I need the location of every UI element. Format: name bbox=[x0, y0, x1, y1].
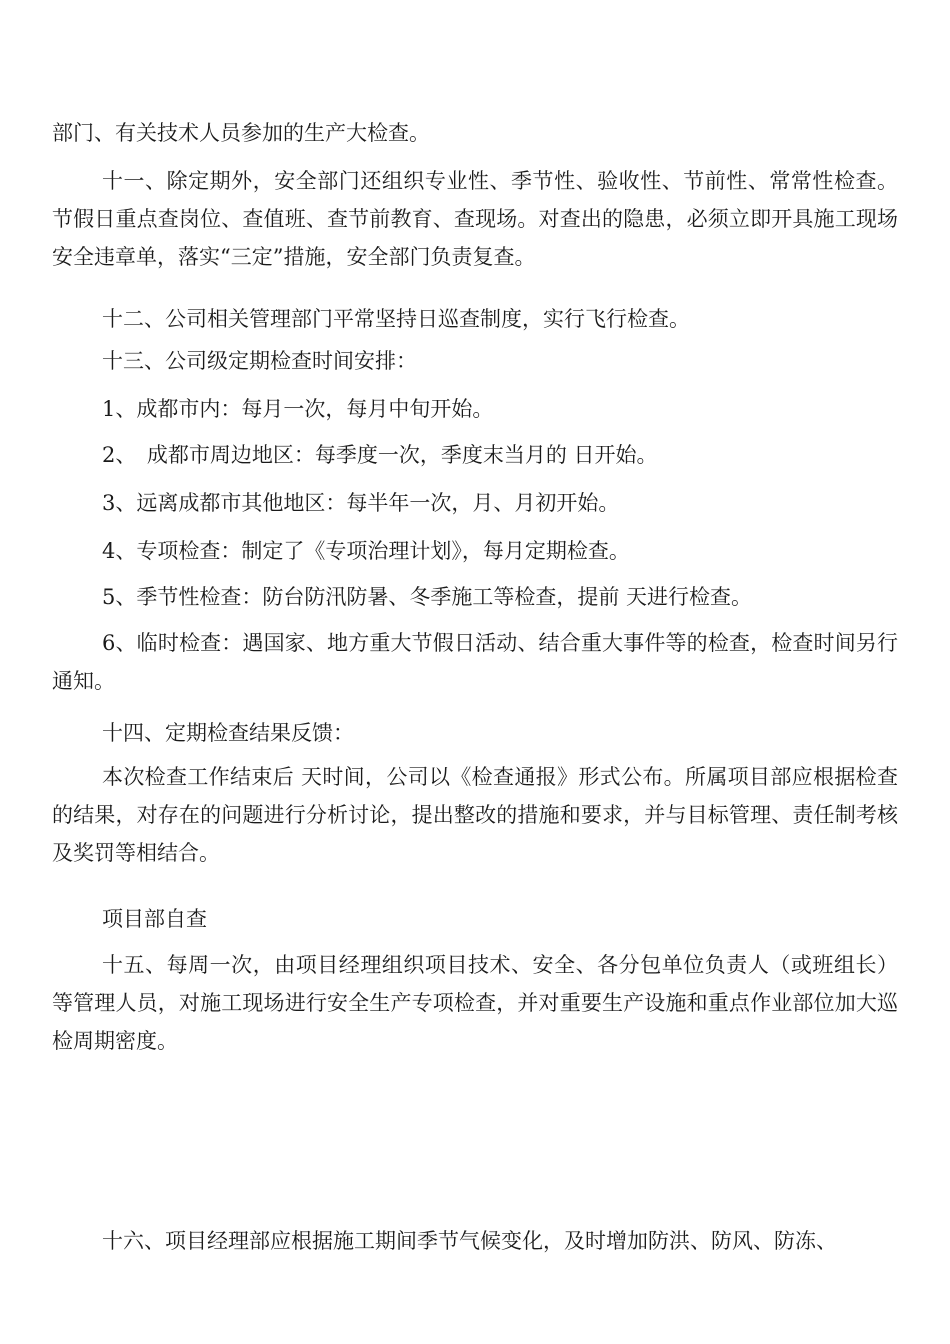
paragraph-item-16: 十六、项目经理部应根据施工期间季节气候变化，及时增加防洪、防风、防冻、 bbox=[102, 1229, 837, 1253]
paragraph-item-11: 十一、除定期外，安全部门还组织专业性、季节性、验收性、节前性、常常性检查。节假日重点查岗位、查值班、查节前教育、查现场。对查出的隐患，必须立即开具施工现场安全违章单，落实“三定”措施，安全部门负责复查。 bbox=[52, 169, 898, 269]
section-heading-project-self-check: 项目部自查 bbox=[102, 907, 207, 931]
paragraph-schedule-6: 6、临时检查：遇国家、地方重大节假日活动、结合重大事件等的检查，检查时间另行通知。 bbox=[52, 631, 898, 693]
paragraph-item-15: 十五、每周一次，由项目经理组织项目技术、安全、各分包单位负责人（或班组长）等管理人员，对施工现场进行安全生产专项检查，并对重要生产设施和重点作业部位加大巡检周期密度。 bbox=[52, 953, 898, 1053]
paragraph-schedule-3: 3、远离成都市其他地区：每半年一次，月、月初开始。 bbox=[102, 491, 620, 515]
paragraph-item-13: 十三、公司级定期检查时间安排： bbox=[102, 349, 417, 373]
paragraph-feedback: 本次检查工作结束后 天时间，公司以《检查通报》形式公布。所属项目部应根据检查的结果，对存在的问题进行分析讨论，提出整改的措施和要求，并与目标管理、责任制考核及奖罚等相结合。 bbox=[52, 765, 898, 865]
paragraph-schedule-4: 4、专项检查：制定了《专项治理计划》，每月定期检查。 bbox=[102, 539, 630, 563]
paragraph-schedule-1: 1、成都市内：每月一次，每月中旬开始。 bbox=[102, 397, 494, 421]
paragraph-schedule-5: 5、季节性检查：防台防汛防暑、冬季施工等检查，提前 天进行检查。 bbox=[102, 585, 753, 609]
paragraph-schedule-2: 2、 成都市周边地区：每季度一次，季度末当月的 日开始。 bbox=[102, 443, 658, 467]
paragraph-continuation: 部门、有关技术人员参加的生产大检查。 bbox=[52, 121, 430, 145]
paragraph-item-14: 十四、定期检查结果反馈： bbox=[102, 721, 354, 745]
paragraph-item-12: 十二、公司相关管理部门平常坚持日巡查制度，实行飞行检查。 bbox=[102, 307, 690, 331]
